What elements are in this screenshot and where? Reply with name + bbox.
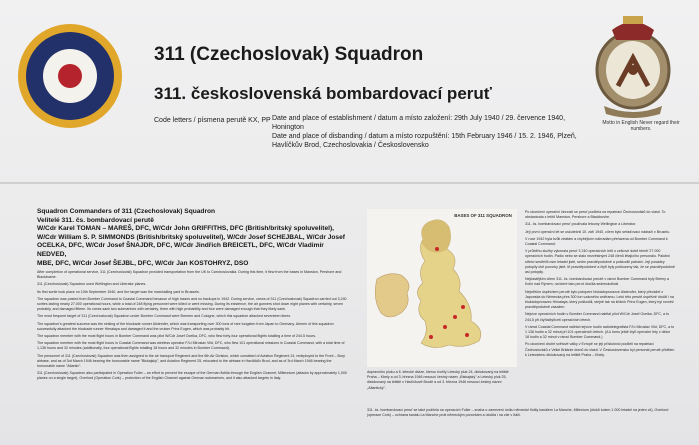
paragraph: V rámci Coastal Command nalétal nejvíce hodin radiotelegrafista F/Lt Miroslav Vild, DFC, a to 1 136 hodin a 32 minut při 101 operačních letech. (A k tomu ještě čtyři operační lety v délce 18 hodin a 32 minut v rámci Bomber Command.) bbox=[525, 324, 675, 340]
paragraph: Největším úspěchem perutě bylo potopení blokádoprorazce Alsterufer, který převážel z Japonska do Německa přes 300 tun vzácného wolframu. Letci této perutě úspěšně útočili i na blokádoprorazec Himalaya, který poškodili, stejně tak na křižník Prinz Eugen, který byl rovněž pravděpodobně zasažen. bbox=[525, 289, 674, 310]
page-title-czech: 311. československá bombardovací peruť bbox=[154, 84, 492, 103]
paragraph: The squadron member with the most flight hours in Coastal Command was wireless operator F/Lt Miroslav Vild, DFC, who flew 101 operational missions in Coastal Command, with a total time of 1,136 hours and 32 minutes (additionally, four operational flights totalling 18 hours and 32 minutes in Bomber Command). bbox=[37, 341, 345, 351]
paragraph: V průběhu služby vykonala peruť 3 240 operačních letů o celkové době téměř 27 000 operačních hodin. Padlo nebo se stalo nezvěstnými 248 členů létajícího personálu. Palubní střelci sestřelili osm letadel jistě, sedm pravděpodobně a poškodili patnáct. Její posádky potopily dvě ponorky jistě, tři pravděpodobně a čtyři byly poškozeny tak, že se pravděpodobně asi potopily. bbox=[525, 249, 675, 275]
uk-map-icon bbox=[367, 209, 517, 367]
paragraph: Nejčastějším cílem 311. čs. bombardovací perutě v rámci Bomber Command byly Brémy a Kolín nad Rýnem, na které tato peruť útočila sedmnáctkrát. bbox=[525, 277, 669, 287]
paragraph: The most frequent target of 311 (Czechoslovak) Squadron under Bomber Command were Bremen and Cologne, which this squadron attacked seventeen times. bbox=[37, 314, 292, 319]
commanders-line: MBE, DFC, W/Cdr Josef ŠEJBL, DFC, W/Cdr Jan KOSTOHRYZ, DSO bbox=[37, 259, 249, 267]
code-letters: Code letters / písmena perutě KX, PP bbox=[154, 117, 271, 124]
paragraph: Její první operační let se uskutečnil 10. září 1940, cílem bylo seřaďovací nádraží v Bruselu. bbox=[525, 229, 671, 234]
map-caption: dopravního pluku a 6. letecké divize, kterou tvořily Letecký pluk 24, dislokovaný na letiště Praha – Kbely a od 3. března 1946 nesoucí čestný název „Biskajský" a Letecký pluk 25, dislokovaný na letiště v Havlíčkově Brodě a od 3. března 1946 nesoucí čestný název „Atlantický". bbox=[367, 370, 509, 390]
commanders-line: OCELKA, DFC, W/Cdr Josef ŠNAJDR, DFC, W/Cdr Jindřich BREICETL, DFC, W/Cdr Vladimír NEDVED, bbox=[37, 242, 324, 258]
paragraph: Nejvíce operačních hodin v Bomber Command nalétal pilot W/Cdr Josef Ocelka, DFC, a to 244,5 při čtyřiačtyřiceti operačních letech. bbox=[525, 312, 670, 322]
commanders-block bbox=[37, 208, 347, 268]
bottom-text: 311. čs. bombardovací peruť se také podílela na operacích Fuller – snaha o zamezení úniku německé flotily kanálem La Manche, Millenium (útoků kolem 1 000 letadel na jeden cíl), Overlord (operace Cork) – ochrana kanálu La Manche proti německým ponorkám a útočila i na cíle v Itálii. bbox=[367, 408, 669, 418]
paragraph: 311 (Czechoslovak) Squadron used Wellington and Liberator planes. bbox=[37, 282, 147, 287]
paragraph: V roce 1942 byla kvůli ztrátám a chybějícím náhradám přeřazena od Bomber Command k Coastal Command. bbox=[525, 236, 668, 247]
squadron-badge-icon bbox=[590, 10, 676, 122]
date-establishment: Date and place of establishment / datum a místo založení: 29th July 1940 / 29. července 1940, Honington bbox=[272, 115, 566, 131]
paragraph: Po ukončení druhé světové války v Evropě se její příslušníci podíleli na repatriaci Čechoslováků z Velké Británie domů do vlasti. V Československu byl personál perutě přidělen k Leteckému dislokovaný na letiště Praha – Kbely. bbox=[525, 342, 675, 357]
paragraph: 311 (Czechoslovak) Squadron also participated in Operation Fuller – an effort to prevent the escape of the German flotilla through the English Channel; Millennium (attacks by approximately 1,000 planes on a single target), Overlord (Operation Cork) – protection of the English Channel against German submarines, and it also attacked targets in Italy. bbox=[37, 371, 347, 381]
commanders-heading-en: Squadron Commanders of 311 (Czechoslovak) Squadron bbox=[37, 208, 216, 215]
paragraph: The squadron member with the most flight hours in Bomber Command was pilot W/Cdr Josef Ocelka, DFC, who flew forty-four operational flights totalling a time of 244.5 hours. bbox=[37, 334, 317, 339]
paragraph: The squadron's greatest success was the sinking of the blockade runner Alsterufer, which was transporting over 300 tons of rare tungsten from Japan to Germany. Airmen of this squadron successfully attacked the blockade runner Himalaya and damaged it and the cruiser Prinz Eugen, which was probably hit. bbox=[37, 321, 334, 331]
bases-map bbox=[367, 209, 517, 367]
paragraph: Its first sortie took place on 10th September 1940, and the target was the marshalling yard in Brussels. bbox=[37, 289, 200, 294]
paragraph: Po ukončení operační činnosti se peruť podílela na repatriaci Čechoslováků do vlasti. To obstarávala z letišť Manston, Pershore a Blackbushe. bbox=[525, 210, 666, 220]
commanders-line: W/Cdr Karel TOMAN – MAREŠ, DFC, W/Cdr John GRIFFITHS, DFC (British/britský spoluvelitel), bbox=[37, 225, 334, 233]
page-title: 311 (Czechoslovak) Squadron bbox=[154, 44, 424, 65]
czech-text bbox=[525, 210, 675, 360]
english-text bbox=[37, 270, 347, 384]
paragraph: 311. čs. bombardovací peruť používala letouny Wellington a Liberator. bbox=[525, 222, 637, 227]
divider bbox=[0, 182, 699, 184]
paragraph: After completion of operational service, 311 (Czechoslovak) Squadron provided transportation from the UK to Czechoslovakia. During this time, it flew from the bases in Manston, Pershore and Blackbushe. bbox=[37, 270, 342, 280]
commanders-line: W/Cdr William S. P. SIMMONDS (British/britský spoluvelitel), W/Cdr Josef SCHEJBAL, W/Cdr Josef bbox=[37, 233, 345, 241]
paragraph: The personnel of 311 (Czechoslovak) Squadron was then assigned to the air transport Regiment and the 6th Air Division, which consisted of Aviation Regiment 24, redeployed to the Front – Bory airbase, and as of 3rd March 1946 bearing the honourable name "Biskajský", and Aviation Regiment 25, relocated to the airbase in Havlíčkův Brod, and as of 3rd March 1946 bearing the honourable name "Atlantic". bbox=[37, 353, 345, 369]
dates-block bbox=[272, 114, 592, 150]
paragraph: The squadron was posted from Bomber Command to Coastal Command because of high losses and no backups in 1942. During service, crews of 311 (Czechoslovak) Squadron carried out 3,240 sorties lasting nearly 27,000 operational hours, while a total of 248 flying personnel were killed or went missing. During its existence, the air gunners shot down eight planes with certainty, seven probably, and damaged fifteen. Its crews sank two submarines with certainty, three with high probability and four were damaged enough that they likely sank. bbox=[37, 296, 347, 312]
commanders-heading-cz: Velitelé 311. čs. bombardovací perutě bbox=[37, 216, 154, 224]
raf-roundel-icon bbox=[18, 24, 122, 128]
map-title: BASES OF 311 SQUADRON bbox=[454, 213, 512, 218]
badge-motto: Motto in English Never regard their numbers. bbox=[602, 120, 680, 132]
date-disbanding: Date and place of disbanding / datum a místo rozpuštění: 15th February 1946 / 15. 2. 1946, Plzeň, Havlíčkův Brod, Czechoslovakia / Československo bbox=[272, 133, 577, 149]
